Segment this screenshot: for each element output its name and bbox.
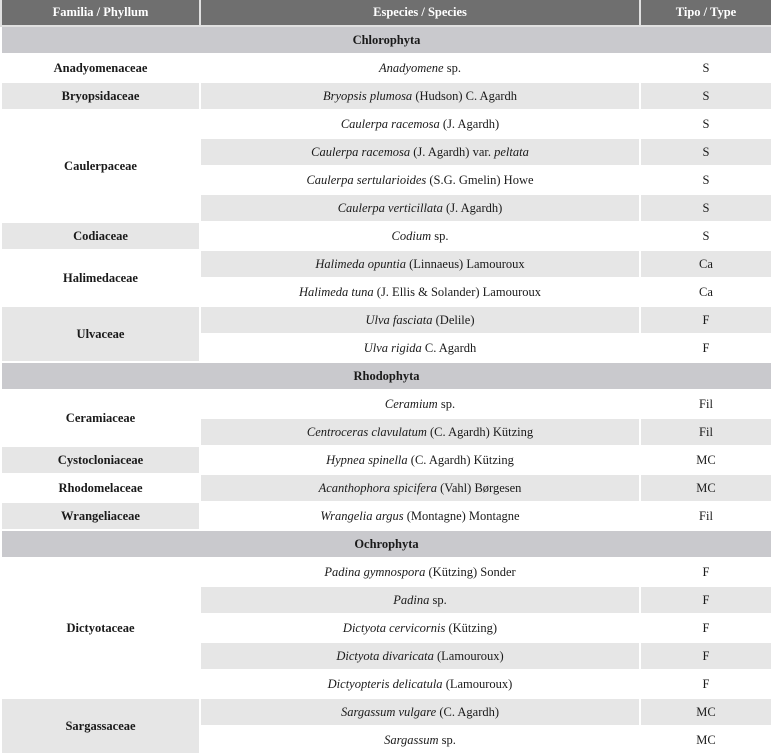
species-cell (200, 82, 640, 110)
family-cell: Codiaceae (1, 222, 200, 250)
species-authority: (C. Agardh) Kützing (426, 424, 534, 439)
species-cell (200, 642, 640, 670)
species-name-italic: Hypnea spinella (326, 452, 408, 467)
species-name-italic: Ulva rigida (363, 340, 422, 355)
section-row (1, 530, 771, 558)
species-name-italic: Padina (393, 592, 430, 607)
species-name-italic: Ulva fasciata (365, 312, 433, 327)
species-cell (200, 138, 640, 166)
type-cell: S (640, 194, 771, 222)
species-authority: (Kützing) Sonder (425, 564, 516, 579)
species-name-italic: Caulerpa verticillata (337, 200, 443, 215)
type-cell: S (640, 82, 771, 110)
family-cell: Halimedaceae (1, 250, 200, 306)
table-row (1, 82, 771, 110)
species-name-italic: Sargassum vulgare (340, 704, 437, 719)
species-authority: (Lamouroux) (433, 648, 504, 663)
species-cell (200, 194, 640, 222)
species-name-italic: peltata (494, 144, 529, 159)
species-authority: (C. Agardh) (436, 704, 500, 719)
species-cell (200, 166, 640, 194)
type-cell: S (640, 110, 771, 138)
section-row (1, 26, 771, 54)
species-cell (200, 726, 640, 754)
species-authority: sp. (437, 396, 456, 411)
family-cell: Wrangeliaceae (1, 502, 200, 530)
species-cell (200, 586, 640, 614)
species-authority: (J. Agardh) var. (410, 144, 495, 159)
section-row (1, 362, 771, 390)
species-authority: sp. (443, 60, 461, 75)
species-authority: (C. Agardh) Kützing (407, 452, 514, 467)
species-authority: (J. Ellis & Solander) Lamouroux (373, 284, 541, 299)
species-cell (200, 418, 640, 446)
table-row (1, 54, 771, 82)
species-authority: (Vahl) Børgesen (436, 480, 522, 495)
species-name-italic: Sargassum (384, 732, 439, 747)
species-cell (200, 558, 640, 586)
species-authority: (Lamouroux) (442, 676, 513, 691)
type-cell: F (640, 642, 771, 670)
header-type: Tipo / Type (640, 0, 771, 26)
species-cell (200, 334, 640, 362)
species-cell (200, 110, 640, 138)
species-authority: (J. Agardh) (442, 200, 503, 215)
table-row (1, 250, 771, 278)
species-cell (200, 278, 640, 306)
species-name-italic: Caulerpa racemosa (311, 144, 411, 159)
table-body (1, 26, 771, 754)
type-cell: Fil (640, 390, 771, 418)
family-cell: Cystocloniaceae (1, 446, 200, 474)
species-name-italic: Bryopsis plumosa (322, 88, 413, 103)
species-authority: (S.G. Gmelin) Howe (426, 172, 534, 187)
species-cell (200, 250, 640, 278)
species-name-italic: Padina gymnospora (324, 564, 426, 579)
type-cell: Ca (640, 278, 771, 306)
table-row (1, 698, 771, 726)
section-title: Rhodophyta (1, 362, 771, 390)
species-name-italic: Anadyomene (379, 60, 444, 75)
species-name-italic: Wrangelia argus (320, 508, 404, 523)
species-cell (200, 446, 640, 474)
table-row (1, 222, 771, 250)
type-cell: MC (640, 698, 771, 726)
species-name-italic: Ceramium (384, 396, 438, 411)
table-row (1, 446, 771, 474)
species-cell (200, 698, 640, 726)
species-cell (200, 306, 640, 334)
type-cell: Fil (640, 418, 771, 446)
type-cell: F (640, 586, 771, 614)
species-authority: (Montagne) Montagne (403, 508, 520, 523)
table-row (1, 474, 771, 502)
type-cell: F (640, 558, 771, 586)
species-cell (200, 474, 640, 502)
type-cell: Fil (640, 502, 771, 530)
table-row (1, 502, 771, 530)
species-name-italic: Caulerpa racemosa (340, 116, 440, 131)
type-cell: S (640, 138, 771, 166)
family-cell: Ceramiaceae (1, 390, 200, 446)
species-name-italic: Acanthophora spicifera (318, 480, 437, 495)
species-cell (200, 54, 640, 82)
species-authority: sp. (438, 732, 456, 747)
header-family: Familia / Phyllum (1, 0, 200, 26)
family-cell: Bryopsidaceae (1, 82, 200, 110)
type-cell: MC (640, 726, 771, 754)
type-cell: S (640, 54, 771, 82)
header-species: Especies / Species (200, 0, 640, 26)
species-name-italic: Halimeda opuntia (315, 256, 406, 271)
species-authority: sp. (429, 592, 447, 607)
species-cell (200, 390, 640, 418)
species-authority: sp. (431, 228, 449, 243)
type-cell: F (640, 334, 771, 362)
type-cell: S (640, 166, 771, 194)
species-authority: (Kützing) (445, 620, 498, 635)
type-cell: F (640, 614, 771, 642)
species-name-italic: Caulerpa sertularioides (306, 172, 427, 187)
species-name-italic: Codium (391, 228, 432, 243)
family-cell: Ulvaceae (1, 306, 200, 362)
species-authority: (J. Agardh) (439, 116, 500, 131)
type-cell: F (640, 670, 771, 698)
type-cell: S (640, 222, 771, 250)
family-cell: Anadyomenaceae (1, 54, 200, 82)
species-authority: (Delile) (432, 312, 475, 327)
species-cell (200, 670, 640, 698)
type-cell: MC (640, 446, 771, 474)
type-cell: Ca (640, 250, 771, 278)
species-cell (200, 614, 640, 642)
family-cell: Rhodomelaceae (1, 474, 200, 502)
section-title: Chlorophyta (1, 26, 771, 54)
species-authority: (Linnaeus) Lamouroux (405, 256, 525, 271)
species-name-italic: Halimeda tuna (299, 284, 374, 299)
species-name-italic: Dictyopteris delicatula (327, 676, 443, 691)
family-cell: Dictyotaceae (1, 558, 200, 698)
type-cell: MC (640, 474, 771, 502)
type-cell: F (640, 306, 771, 334)
table-row (1, 390, 771, 418)
table-row (1, 558, 771, 586)
species-authority: C. Agardh (421, 340, 477, 355)
species-cell (200, 502, 640, 530)
table-row (1, 306, 771, 334)
species-cell (200, 222, 640, 250)
species-name-italic: Centroceras clavulatum (306, 424, 427, 439)
table-header-row (1, 0, 771, 26)
section-title: Ochrophyta (1, 530, 771, 558)
table-row (1, 110, 771, 138)
species-name-italic: Dictyota divaricata (336, 648, 434, 663)
family-cell: Caulerpaceae (1, 110, 200, 222)
species-name-italic: Dictyota cervicornis (342, 620, 446, 635)
species-authority: (Hudson) C. Agardh (412, 88, 518, 103)
family-cell: Sargassaceae (1, 698, 200, 754)
